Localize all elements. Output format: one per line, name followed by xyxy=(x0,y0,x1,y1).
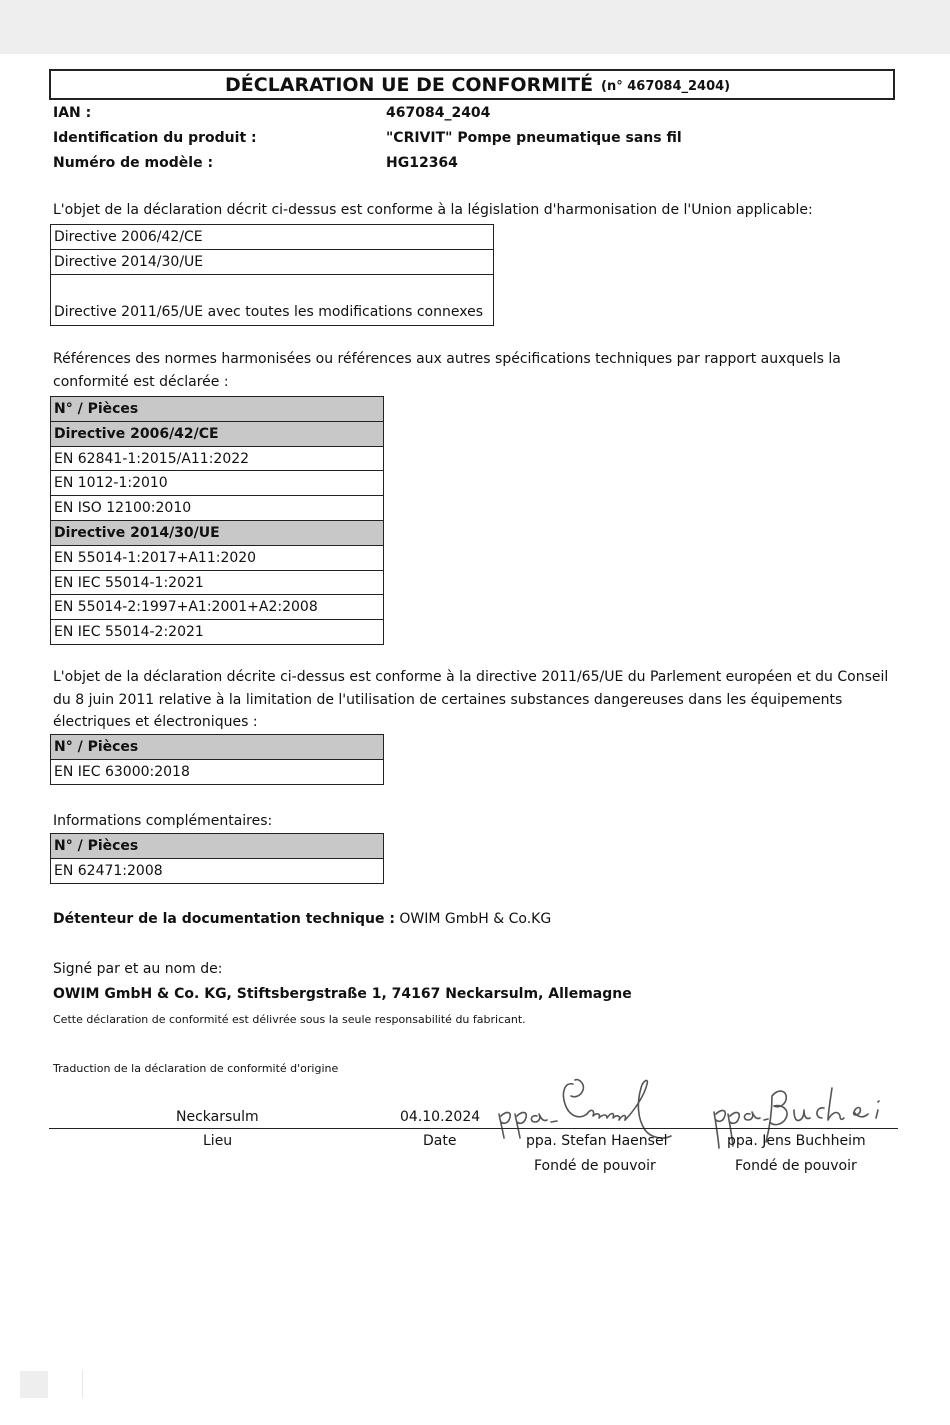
standard-row: EN 1012-1:2010 xyxy=(51,471,383,496)
directive-row: Directive 2006/42/CE xyxy=(51,225,493,250)
rohs-intro-line3: électriques et électroniques : xyxy=(53,714,258,730)
place-label: Lieu xyxy=(203,1133,233,1149)
signer1-name: ppa. Stefan Haensel xyxy=(526,1133,668,1149)
product-id-label: Identification du produit : xyxy=(53,130,257,146)
conformity-intro: L'objet de la déclaration décrit ci-dessus est conforme à la législation d'harmonisation de l'Union applicable: xyxy=(53,202,813,218)
standards-table xyxy=(50,396,384,645)
signer2-name: ppa. Jens Buchheim xyxy=(727,1133,866,1149)
viewer-top-bar xyxy=(0,0,950,54)
document-title: DÉCLARATION UE DE CONFORMITÉ xyxy=(225,74,594,96)
declaration-number: (n° 467084_2404) xyxy=(601,79,731,94)
additional-table xyxy=(50,833,384,884)
directives-table xyxy=(50,224,494,326)
standard-row: EN 55014-1:2017+A11:2020 xyxy=(51,546,383,571)
group-header: Directive 2006/42/CE xyxy=(51,422,383,447)
signed-by-label: Signé par et au nom de: xyxy=(53,961,223,977)
standard-row: EN IEC 55014-1:2021 xyxy=(51,571,383,596)
table-header: N° / Pièces xyxy=(51,834,383,859)
place-value: Neckarsulm xyxy=(176,1109,259,1125)
rohs-table xyxy=(50,734,384,785)
translation-note: Traduction de la déclaration de conformité d'origine xyxy=(53,1062,339,1075)
table-header: N° / Pièces xyxy=(51,397,383,422)
ian-label: IAN : xyxy=(53,105,92,121)
title-box xyxy=(49,69,895,100)
directive-row: Directive 2011/65/UE avec toutes les modifications connexes xyxy=(51,275,493,326)
standard-row: EN 62471:2008 xyxy=(51,859,383,884)
product-id-value: "CRIVIT" Pompe pneumatique sans fil xyxy=(386,130,682,146)
standard-row: EN IEC 55014-2:2021 xyxy=(51,620,383,645)
model-number-label: Numéro de modèle : xyxy=(53,155,214,171)
directive-row: Directive 2014/30/UE xyxy=(51,250,493,275)
standard-row: EN IEC 63000:2018 xyxy=(51,760,383,785)
signer1-role: Fondé de pouvoir xyxy=(534,1158,656,1174)
group-header: Directive 2014/30/UE xyxy=(51,521,383,546)
standards-intro-line1: Références des normes harmonisées ou références aux autres spécifications techniques par rapport auxquels la xyxy=(53,351,841,367)
standard-row: EN 62841-1:2015/A11:2022 xyxy=(51,447,383,472)
signer2-role: Fondé de pouvoir xyxy=(735,1158,857,1174)
page-corner-mark xyxy=(20,1371,48,1398)
date-value: 04.10.2024 xyxy=(400,1109,481,1125)
standard-row: EN ISO 12100:2010 xyxy=(51,496,383,521)
signature-line xyxy=(49,1128,898,1129)
tech-doc-value: OWIM GmbH & Co.KG xyxy=(399,911,552,927)
standards-intro-line2: conformité est déclarée : xyxy=(53,374,229,390)
ian-value: 467084_2404 xyxy=(386,105,491,121)
rohs-intro-line1: L'objet de la déclaration décrite ci-dessus est conforme à la directive 2011/65/UE du Parlement européen et du Conseil xyxy=(53,669,889,685)
page-divider xyxy=(82,1371,83,1397)
responsibility-note: Cette déclaration de conformité est délivrée sous la seule responsabilité du fabricant. xyxy=(53,1013,526,1026)
tech-doc-label: Détenteur de la documentation technique : xyxy=(53,911,395,927)
model-number-value: HG12364 xyxy=(386,155,458,171)
company-address: OWIM GmbH & Co. KG, Stiftsbergstraße 1, 74167 Neckarsulm, Allemagne xyxy=(53,986,632,1002)
tech-doc-holder xyxy=(53,911,551,927)
date-label: Date xyxy=(423,1133,457,1149)
table-header: N° / Pièces xyxy=(51,735,383,760)
rohs-intro-line2: du 8 juin 2011 relative à la limitation de l'utilisation de certaines substances dangereuses dans les équipements xyxy=(53,692,843,708)
additional-info-label: Informations complémentaires: xyxy=(53,813,273,829)
standard-row: EN 55014-2:1997+A1:2001+A2:2008 xyxy=(51,595,383,620)
